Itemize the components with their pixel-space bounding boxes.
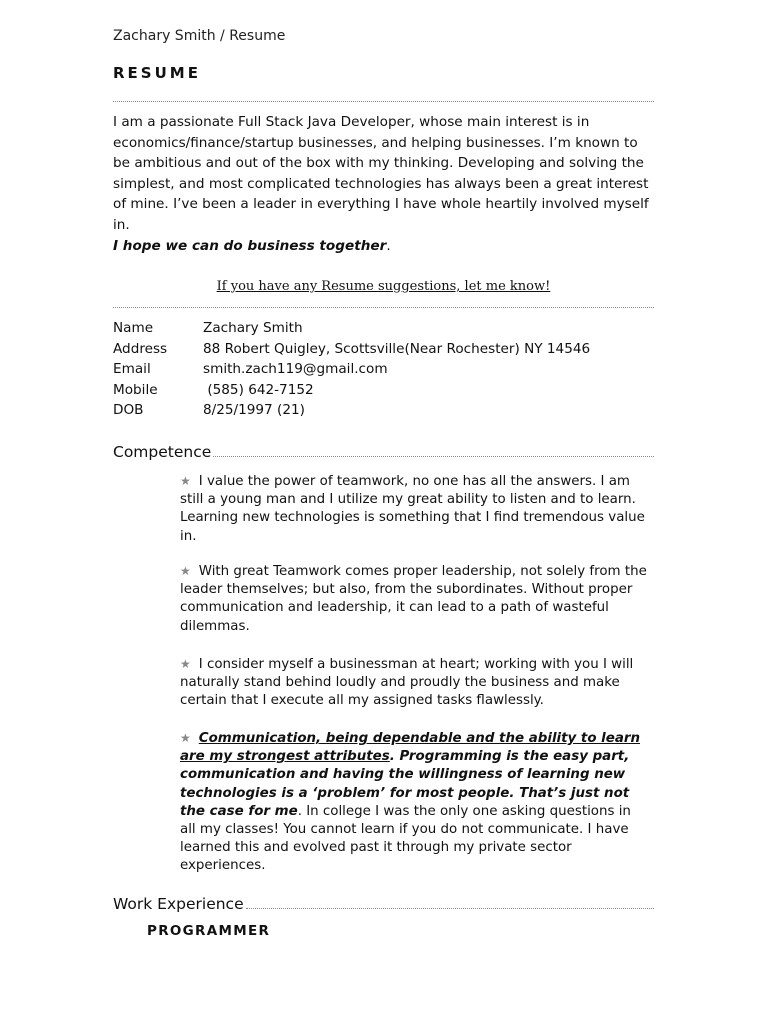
info-label: Name — [113, 320, 154, 336]
heading-dotted-leader — [213, 456, 654, 457]
info-value-address: 88 Robert Quigley, Scottsville(Near Rochester) NY 14546 — [203, 340, 591, 357]
info-row-mobile — [113, 380, 590, 401]
info-label: Mobile — [113, 381, 158, 398]
closing-line: I hope we can do business together — [113, 237, 387, 254]
summary-closing — [113, 236, 658, 257]
info-row-dob — [113, 400, 590, 421]
info-label: Address — [113, 340, 168, 357]
star-icon: ★ — [180, 731, 191, 745]
info-row-name — [113, 318, 590, 339]
job-title: PROGRAMMER — [147, 923, 271, 939]
closing-punct: . — [386, 237, 391, 254]
competence-heading — [113, 443, 654, 461]
summary-paragraph: I am a passionate Full Stack Java Developer, whose main interest is in economics/finance/startup businesses, and helping businesses. I’m known to be ambitious and out of the box with my thinking. Developing and solving the simplest, and most complicated technologies has always been a great interest of mine. I’ve been a leader in everything I have whole heartily involved myself in. — [113, 114, 649, 233]
star-icon: ★ — [180, 564, 191, 578]
bullet-text: I consider myself a businessman at heart; working with you I will naturally stand behind loudly and proudly the business and make certain that I execute all my assigned tasks flawlessly. — [180, 657, 634, 709]
competence-bullet — [180, 472, 650, 546]
bullet-text: . In college I was the only one asking questions in all my classes! You cannot learn if you do not communicate. I have learned this and evolved past it through my private sector experiences. — [180, 803, 631, 874]
competence-bullet — [180, 562, 650, 636]
document-header: Zachary Smith / Resume — [113, 28, 286, 44]
resume-title: RESUME — [113, 64, 201, 82]
bullet-text: With great Teamwork comes proper leadership, not solely from the leader themselves; but also, from the subordinates. Without proper communication and leadership, it can lead to a path of wasteful dilemmas. — [180, 564, 647, 634]
star-icon: ★ — [180, 657, 191, 671]
info-value-name: Zachary Smith — [203, 320, 303, 336]
work-experience-heading — [113, 895, 654, 913]
info-value-mobile: (585) 642-7152 — [203, 381, 314, 398]
info-label: Email — [113, 361, 151, 378]
star-icon: ★ — [180, 474, 191, 488]
info-row-address — [113, 339, 590, 360]
competence-bullet — [180, 729, 650, 876]
work-experience-heading-text: Work Experience — [113, 895, 244, 913]
suggestion-link[interactable]: If you have any Resume suggestions, let me know! — [216, 279, 551, 294]
info-value-dob: 8/25/1997 (21) — [203, 402, 305, 419]
divider — [113, 307, 654, 308]
summary-section — [113, 112, 658, 256]
bullet-text: I value the power of teamwork, no one has all the answers. I am still a young man and I utilize my great ability to listen and to learn. Learning new technologies is something that I find tremendous value in. — [180, 474, 645, 544]
heading-dotted-leader — [246, 908, 654, 909]
info-value-email[interactable]: smith.zach119@gmail.com — [203, 361, 388, 378]
info-label: DOB — [113, 402, 144, 419]
personal-info — [113, 318, 590, 421]
divider — [113, 101, 654, 102]
competence-heading-text: Competence — [113, 443, 212, 461]
info-row-email — [113, 359, 590, 380]
bullet-emphasis-text: . Programming is the easy part, communication and having the willingness of learning new technologies is a ‘problem’ for most people. That’s just not the case for me — [180, 749, 630, 819]
bullet-underlined-text: Communication, being dependable and the ability to learn are my strongest attributes — [180, 731, 641, 765]
competence-bullet — [180, 655, 650, 711]
